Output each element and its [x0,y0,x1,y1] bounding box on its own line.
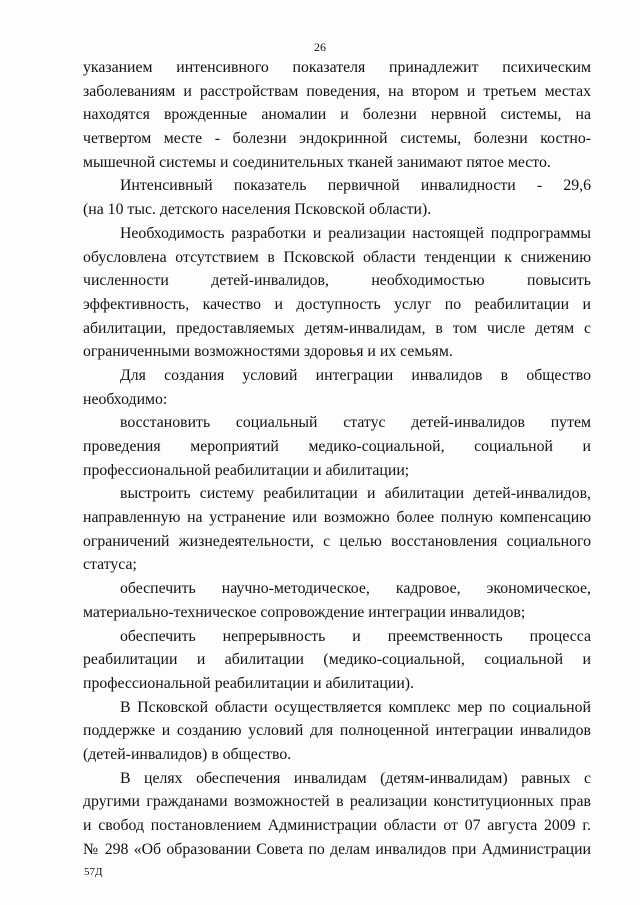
text-line: четвертом месте - болезни эндокринной системы, болезни костно- [83,130,591,148]
text-line: поддержке и созданию условий для полноценной интеграции инвалидов [83,722,591,740]
text-line: необходимо: [83,390,168,408]
text-line: ограничений жизнедеятельности, с целью восстановления социального [83,532,591,550]
text-line: проведения мероприятий медико-социальной, социальной и [83,438,591,455]
text-line: восстановить социальный статус детей-инвалидов путем [120,414,591,432]
text-line: материально-техническое сопровождение интеграции инвалидов; [83,603,526,621]
text-line: В Псковской области осуществляется комплекс мер по социальной [120,698,591,716]
text-line: абилитации, предоставляемых детям-инвалидам, в том числе детям с [83,319,591,337]
text-line: обеспечить научно-методическое, кадровое, экономическое, [120,580,591,598]
text-line: реабилитации и абилитации (медико-социальной, социальной и [83,651,591,669]
text-line: указанием интенсивного показателя принадлежит психическим [83,59,591,76]
text-line: Интенсивный показатель первичной инвалидности - 29,6 [120,177,591,195]
document-body-text [83,56,591,861]
text-line: профессиональной реабилитации и абилитации). [83,674,414,692]
text-line: направленную на устранение или возможно более полную компенсацию [83,509,591,527]
text-line: находятся врожденные аномалии и болезни нервной системы, на [83,106,591,124]
footer-code: 57Д [84,866,103,878]
text-line: (на 10 тыс. детского населения Псковской области). [83,201,432,219]
text-line: Необходимость разработки и реализации настоящей подпрограммы [120,224,591,242]
text-line: статуса; [83,556,137,574]
text-line: мышечной системы и соединительных тканей занимают пятое место. [83,153,551,171]
text-line: обусловлена отсутствием в Псковской области тенденции к снижению [83,248,591,266]
text-line: № 298 «Об образовании Совета по делам инвалидов при Администрации [83,840,591,858]
text-line: обеспечить непрерывность и преемственность процесса [120,627,591,645]
text-line: (детей-инвалидов) в общество. [83,745,292,763]
text-line: заболеваниям и расстройствам поведения, на втором и третьем местах [83,82,591,100]
text-line: выстроить систему реабилитации и абилитации детей-инвалидов, [120,485,591,503]
text-line: и свобод постановлением Администрации области от 07 августа 2009 г. [83,817,591,834]
text-line: Для создания условий интеграции инвалидов в общество [120,366,591,384]
text-line: ограниченными возможностями здоровья и их семьям. [83,343,453,361]
text-line: другими гражданами возможностей в реализации конституционных прав [83,793,591,811]
text-line: профессиональной реабилитации и абилитации; [83,461,410,479]
text-line: В целях обеспечения инвалидам (детям-инвалидам) равных с [120,769,591,787]
text-line: численности детей-инвалидов, необходимостью повысить [83,272,591,290]
text-line: эффективность, качество и доступность услуг по реабилитации и [83,295,591,313]
page-number: 26 [314,40,326,54]
